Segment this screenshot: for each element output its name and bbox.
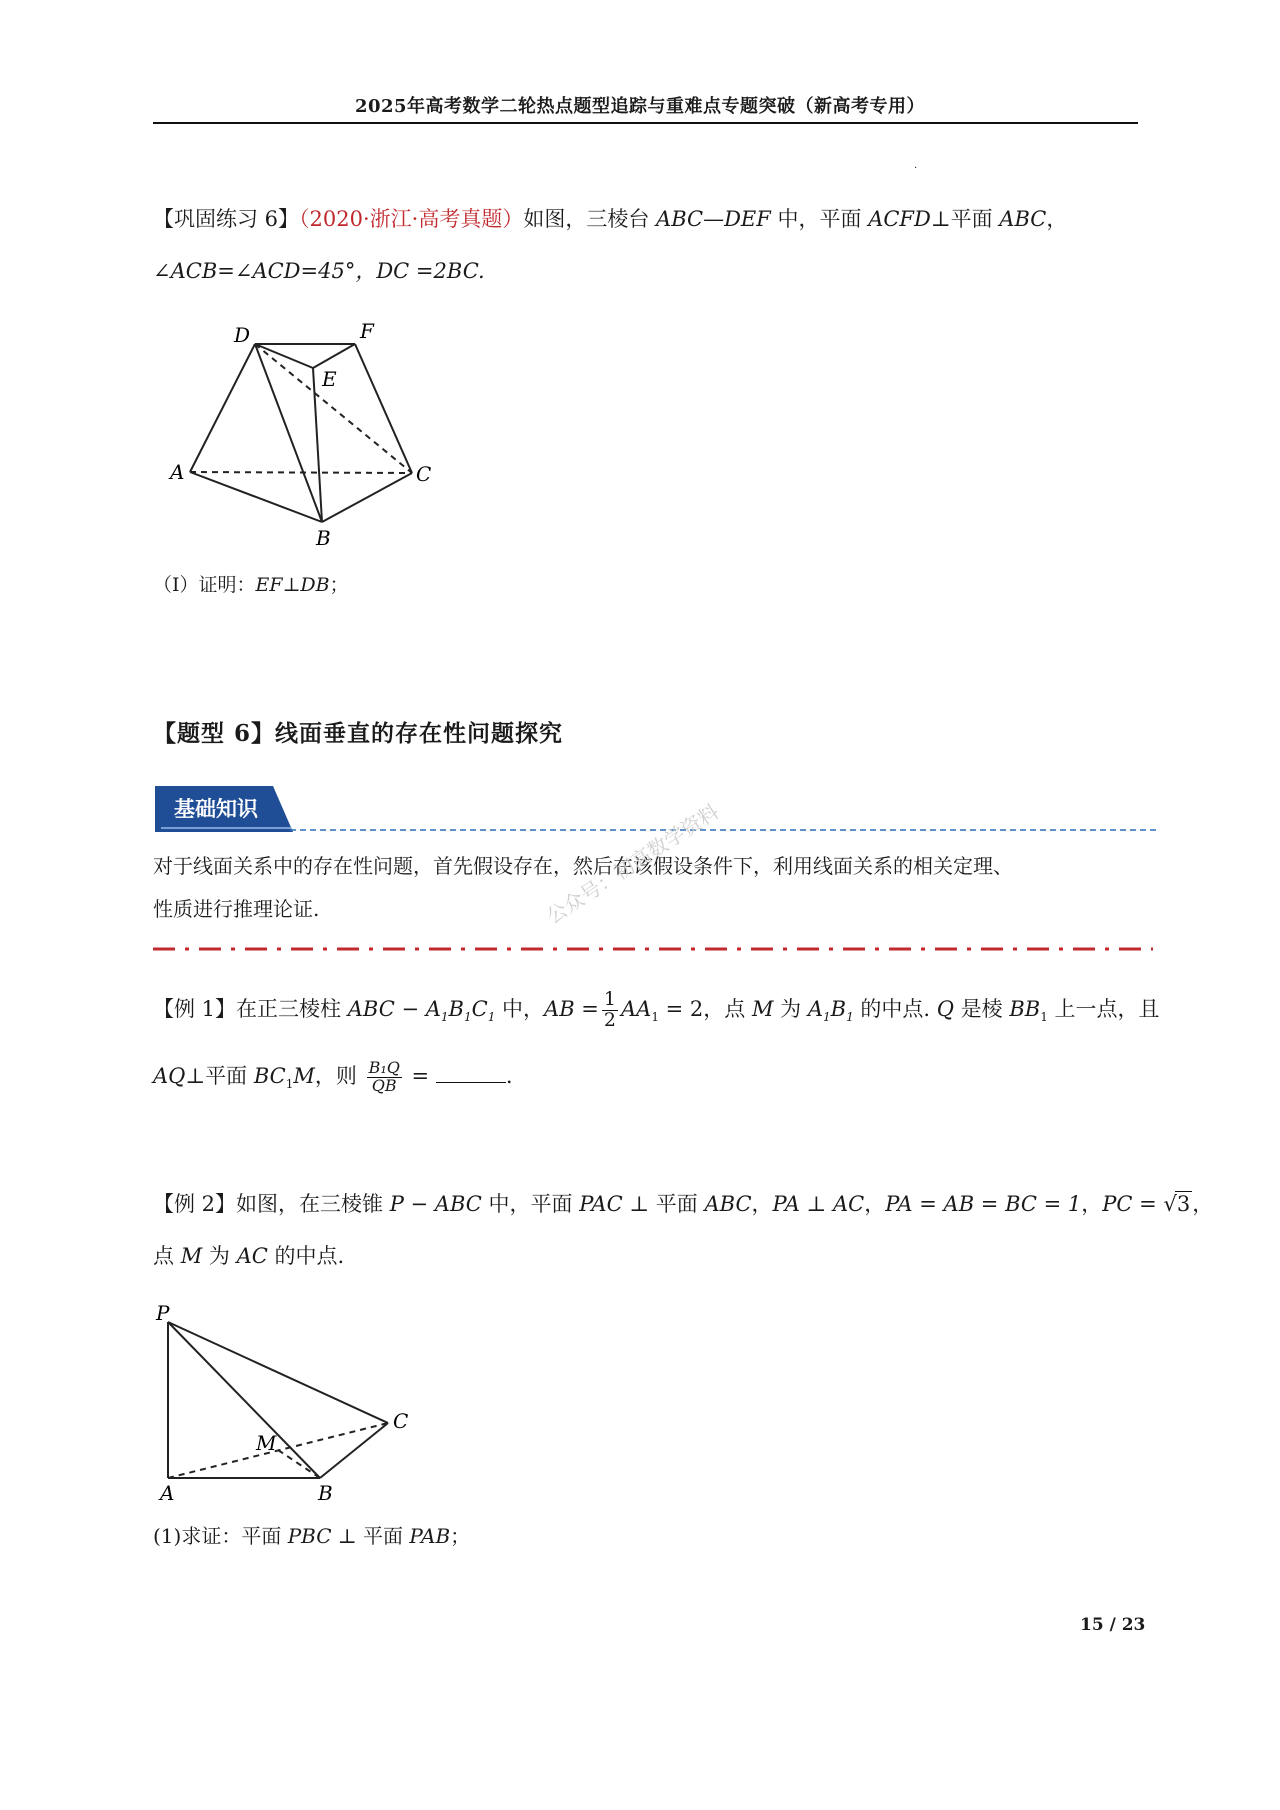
ratio-num: B₁Q	[368, 1058, 400, 1078]
example2-text: 点	[153, 1244, 181, 1268]
frac-num: 1	[603, 988, 616, 1010]
practice6-line2: ∠ACB=∠ACD=45°，DC =2BC.	[153, 259, 485, 283]
edge-db	[255, 344, 322, 522]
bc1m-expr: BC	[253, 1064, 286, 1088]
pyramid-name: P − ABC	[389, 1192, 482, 1216]
example2-part1	[153, 1520, 470, 1549]
practice6-part1	[153, 570, 349, 597]
example2-line2	[153, 1240, 344, 1270]
plane-pac: PAC	[579, 1192, 623, 1216]
end: .	[505, 1064, 513, 1088]
practice6-text: 中，平面	[770, 207, 869, 231]
aa-expr: AA	[621, 996, 652, 1021]
ratio-den: QB	[371, 1076, 397, 1095]
part1-label: (1)求证：平面	[153, 1524, 288, 1548]
example2-text: 如图，在三棱锥	[236, 1192, 390, 1216]
practice6-text: ⊥平面	[930, 207, 1000, 231]
answer-blank[interactable]	[436, 1064, 506, 1083]
practice6-text: 如图，三棱台	[523, 207, 657, 231]
red-dash-dot-rule	[153, 946, 1153, 952]
practice6-source: （2020·浙江·高考真题）	[299, 207, 524, 231]
example2-text: ⊥ 平面	[331, 1524, 410, 1548]
practice6-frustum: ABC—DEF	[656, 207, 771, 231]
example2-text: 为	[202, 1244, 237, 1268]
edge-ac-dashed	[190, 472, 412, 473]
vertex-label-a: A	[170, 460, 185, 484]
aq-expr: AQ	[153, 1064, 186, 1088]
vertex-label-f: F	[360, 320, 374, 343]
header-rule	[153, 122, 1138, 124]
example1-text: 是棱	[954, 996, 1010, 1021]
example1-text: ，则	[314, 1064, 364, 1088]
example1-text: ，点	[703, 996, 752, 1021]
example1-text: 中，	[495, 996, 545, 1021]
example2-text: 的中点.	[267, 1244, 345, 1268]
a1b1-expr: $A_1B_1$	[807, 996, 854, 1025]
vertex-label-a: A	[160, 1481, 175, 1505]
topic6-title: 【题型 6】线面垂直的存在性问题探究	[153, 720, 564, 747]
example2-text: ，	[751, 1192, 773, 1216]
edge-da	[190, 344, 255, 472]
sqrt-value: 3	[1176, 1192, 1191, 1216]
stray-dot: ·	[914, 163, 918, 174]
edge-pc	[168, 1322, 388, 1423]
edge-fc	[355, 344, 412, 473]
length-equalities: PA = AB = BC = 1	[885, 1192, 1082, 1216]
knowledge-text-1: 对于线面关系中的存在性问题，首先假设存在，然后在该假设条件下，利用线面关系的相关定理、	[153, 854, 1013, 878]
frac-den: 2	[603, 1008, 616, 1031]
page-header-title: 2025年高考数学二轮热点题型追踪与重难点专题突破（新高考专用）	[354, 96, 926, 117]
example2-text: ，	[1081, 1192, 1103, 1216]
point-q: Q	[936, 996, 954, 1021]
pa-perp-ac: PA ⊥ AC	[772, 1192, 865, 1216]
example1-text: ⊥平面	[185, 1064, 254, 1088]
example1-text: 在正三棱柱	[236, 996, 348, 1021]
part1-end: ；	[329, 574, 349, 596]
vertex-label-d: D	[234, 323, 251, 347]
practice6-label: 【巩固练习 6】	[153, 207, 300, 231]
edge-ab	[190, 472, 322, 522]
vertex-label-p: P	[156, 1301, 170, 1325]
eq-two: = 2	[658, 996, 704, 1021]
page-number: 15 / 23	[1080, 1615, 1146, 1635]
vertex-label-c: C	[393, 1409, 409, 1433]
practice6-text: ，	[1046, 207, 1068, 231]
example1-line1: 【例 1】在正三棱柱 ABC − $A_1B_1C_1$ 中，AB = $\frac{1}{2}$ $AA_1 = 2$，点 M 为 $A_1B_1$ 的中点. Q 是棱 $BB_1$ 上一点，且	[153, 988, 1160, 1031]
vertex-label-b: B	[316, 526, 331, 550]
practice6-line1	[153, 203, 1067, 233]
ab-expr: AB =	[544, 996, 599, 1021]
example1-text: 为	[773, 996, 808, 1021]
edge-bb1: BB	[1009, 996, 1041, 1021]
half-fraction	[602, 990, 618, 1031]
part1-label: （Ⅰ）证明：	[153, 574, 256, 596]
plane-abc: ABC	[704, 1192, 752, 1216]
part1-end: ；	[450, 1524, 471, 1548]
example2-label: 【例 2】	[153, 1192, 237, 1216]
eq: =	[404, 1064, 436, 1088]
part1-expr: EF⊥DB	[255, 574, 330, 596]
example1-line2: AQ⊥平面 $BC_1M$，则 $\frac{\text{B₁Q}}{QB}$ = .	[153, 1058, 513, 1095]
example2-text: ⊥ 平面	[622, 1192, 705, 1216]
edge-mb-dashed	[278, 1450, 320, 1478]
plane-pab: PAB	[409, 1524, 451, 1548]
plane-pbc: PBC	[287, 1524, 332, 1548]
example1-text: 的中点.	[853, 996, 937, 1021]
practice6-plane-abc: ABC	[999, 207, 1047, 231]
example2-text: ，	[1192, 1192, 1214, 1216]
example2-text: ，	[864, 1192, 886, 1216]
vertex-label-b: B	[318, 1481, 333, 1505]
knowledge-tab-label: 基础知识	[174, 797, 258, 821]
example2-text: 中，平面	[481, 1192, 580, 1216]
edge-bc	[322, 473, 412, 522]
example1-text: 上一点，且	[1047, 996, 1160, 1021]
knowledge-text-2: 性质进行推理论证.	[153, 897, 320, 921]
bc1m-m: M	[293, 1064, 315, 1088]
knowledge-dashed-rule	[290, 828, 1160, 832]
prism-name: ABC − $A_1B_1C_1$	[347, 996, 496, 1025]
frustum-figure	[160, 320, 460, 550]
practice6-plane-acfd: ACFD	[868, 207, 931, 231]
point-m: M	[751, 996, 774, 1021]
ratio-fraction	[367, 1060, 402, 1095]
prism-expr: ABC − A	[347, 996, 441, 1021]
pc-expr: PC =	[1102, 1192, 1164, 1216]
sqrt-symbol: √	[1163, 1192, 1177, 1216]
a1b1-a: A	[807, 996, 824, 1021]
edge-ef	[313, 344, 355, 368]
point-m: M	[180, 1244, 203, 1268]
example2-line1	[153, 1188, 1213, 1218]
watermark: 公众号：初高数学资料	[542, 799, 723, 929]
edge-pb	[168, 1322, 320, 1478]
vertex-label-c: C	[416, 462, 432, 486]
example1-label: 【例 1】	[153, 996, 237, 1021]
segment-ac: AC	[236, 1244, 268, 1268]
pyramid-figure	[150, 1300, 430, 1510]
vertex-label-e: E	[322, 367, 337, 391]
vertex-label-m: M	[256, 1431, 277, 1455]
